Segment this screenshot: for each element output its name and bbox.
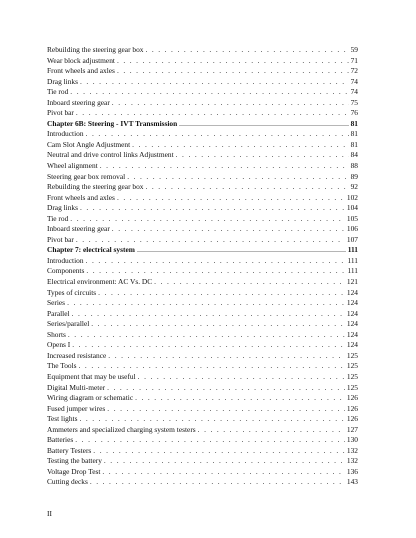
dot-leader [132,140,348,151]
toc-entry[interactable] [47,288,358,299]
toc-entry-page: 121 [346,277,358,287]
dot-leader [68,330,345,341]
dot-leader [86,266,345,277]
toc-entry-page: 84 [350,150,358,160]
toc-entry-title: Wheel alignment [47,161,98,171]
dot-leader [117,66,349,77]
dot-leader [98,288,345,299]
toc-entry[interactable] [47,108,358,119]
toc-entry-page: 107 [346,234,358,244]
toc-entry-title: Introduction [47,255,84,265]
toc-entry[interactable] [47,393,358,404]
dot-leader [154,277,345,288]
toc-entry-title: Batteries [47,435,74,445]
dot-leader [112,98,349,109]
toc-entry-title: Electrical environment: AC Vs. DC [47,277,153,287]
toc-entry-page: 72 [350,66,358,76]
toc-entry-page: 124 [346,308,358,318]
dot-leader [137,246,346,256]
toc-entry-page: 124 [346,287,358,297]
dot-leader [86,129,349,140]
toc-entry-page: 111 [347,266,358,276]
dot-leader [75,435,345,446]
toc-entry-title: Drag links [47,203,78,213]
toc-entry-title: Steering gear box removal [47,171,126,181]
toc-entry[interactable] [47,98,358,109]
toc-entry-title: Front wheels and axles [47,66,115,76]
toc-entry-title: Rebuilding the steering gear box [47,182,144,192]
toc-entry-title: The Tools [47,361,77,371]
toc-entry-title: Inboard steering gear [47,97,110,107]
toc-entry-title: Rebuilding the steering gear box [47,45,144,54]
toc-entry-page: 130 [346,435,358,445]
toc-entry-title: Equipment that may be useful [47,371,136,381]
toc-entry-title: Drag links [47,76,78,86]
toc-entry-title: Fused jumper wires [47,403,106,413]
toc-entry-title: Shorts [47,329,66,339]
dot-leader [108,351,345,362]
toc-entry-page: 76 [350,108,358,118]
dot-leader [112,224,345,235]
toc-entry-title: Components [47,266,85,276]
toc-entry-page: 102 [346,192,358,202]
dot-leader [145,45,348,56]
toc-entry[interactable] [47,56,358,67]
toc-entry[interactable] [47,414,358,425]
toc-entry-page: 136 [346,466,358,476]
toc-entry[interactable] [47,446,358,457]
dot-leader [76,108,349,119]
toc-entry[interactable] [47,203,358,214]
toc-entry-page: 71 [350,55,358,65]
toc-entry-page: 124 [346,329,358,339]
toc-entry-page: 74 [350,87,358,97]
toc-entry-title: Opens I [47,340,71,350]
toc-entry[interactable] [47,161,358,172]
toc-entry-title: Inboard steering gear [47,224,110,234]
toc-entry-page: 125 [346,382,358,392]
toc-entry[interactable] [47,477,358,488]
dot-leader [117,56,349,67]
toc-entry[interactable] [47,330,358,341]
toc-entry-page: 105 [346,213,358,223]
dot-leader [91,319,345,330]
toc-entry[interactable] [47,150,358,161]
dot-leader [127,172,348,183]
toc-entry[interactable] [47,235,358,246]
toc-entry-page: 111 [347,255,358,265]
toc-entry-page: 88 [350,161,358,171]
toc-entry-title: Testing the battery [47,456,102,466]
toc-entry[interactable] [47,404,358,415]
toc-entry-title: Neutral and drive control links Adjustment [47,150,174,160]
table-of-contents [47,45,358,488]
toc-entry[interactable] [47,456,358,467]
dot-leader [107,404,345,415]
dot-leader [117,193,345,204]
toc-entry-page: 124 [346,319,358,329]
toc-entry-title: Pivot bar [47,108,74,118]
toc-entry[interactable] [47,298,358,309]
toc-chapter-heading[interactable] [47,245,358,256]
toc-entry[interactable] [47,172,358,183]
toc-entry-page: 124 [346,298,358,308]
toc-entry-page: 81 [350,139,358,149]
dot-leader [138,372,345,383]
toc-entry-title: Introduction [47,129,84,139]
toc-entry[interactable] [47,266,358,277]
toc-entry[interactable] [47,129,358,140]
dot-leader [90,477,345,488]
dot-leader [72,309,345,320]
toc-entry[interactable] [47,425,358,436]
dot-leader [67,298,345,309]
toc-entry[interactable] [47,351,358,362]
toc-entry[interactable] [47,467,358,478]
toc-entry-title: Series [47,298,66,308]
toc-entry-title: Battery Testers [47,445,92,455]
toc-entry-page: 81 [350,118,358,128]
dot-leader [86,256,346,267]
toc-entry-title: Tie rod [47,213,69,223]
toc-entry[interactable] [47,340,358,351]
toc-entry-title: Chapter 6B: Steering - IVT Transmission [47,118,178,128]
toc-entry-page: 104 [346,203,358,213]
toc-entry[interactable] [47,277,358,288]
toc-entry[interactable] [47,224,358,235]
dot-leader [79,361,345,372]
dot-leader [79,414,344,425]
dot-leader [145,182,348,193]
toc-entry-page: 59 [350,45,358,54]
toc-entry-title: Pivot bar [47,234,74,244]
dot-leader [135,393,345,404]
dot-leader [93,446,345,457]
dot-leader [104,456,345,467]
toc-entry-page: 92 [350,182,358,192]
dot-leader [80,203,345,214]
dot-leader [70,214,345,225]
toc-entry[interactable] [47,45,358,56]
toc-entry-title: Digital Multi-meter [47,382,106,392]
toc-entry-title: Increased resistance [47,350,107,360]
dot-leader [102,467,345,478]
toc-entry-title: Front wheels and axles [47,192,115,202]
toc-entry[interactable] [47,383,358,394]
toc-entry[interactable] [47,372,358,383]
dot-leader [72,340,345,351]
toc-entry-title: Parallel [47,308,70,318]
dot-leader [198,425,345,436]
toc-entry[interactable] [47,319,358,330]
toc-entry-title: Test lights [47,414,78,424]
toc-entry-page: 125 [346,361,358,371]
dot-leader [80,77,349,88]
toc-entry[interactable] [47,309,358,320]
toc-entry-title: Cam Slot Angle Adjustment [47,139,131,149]
dot-leader [76,235,345,246]
toc-entry-page: 81 [350,129,358,139]
toc-entry-page: 126 [346,403,358,413]
toc-entry[interactable] [47,182,358,193]
toc-entry-page: 125 [346,371,358,381]
toc-entry[interactable] [47,435,358,446]
toc-entry-title: Wear block adjustment [47,55,115,65]
toc-entry-page: 143 [346,477,358,487]
toc-entry-title: Series/parallel [47,319,90,329]
toc-entry[interactable] [47,214,358,225]
toc-entry-page: 111 [347,245,358,255]
toc-entry-page: 126 [346,414,358,424]
toc-entry-title: Cutting decks [47,477,88,487]
toc-entry-title: Chapter 7: electrical system [47,245,135,255]
toc-entry[interactable] [47,77,358,88]
dot-leader [70,87,348,98]
toc-entry-page: 127 [346,424,358,434]
dot-leader [107,383,345,394]
dot-leader [176,150,349,161]
toc-entry-page: 89 [350,171,358,181]
toc-entry-page: 124 [346,340,358,350]
dot-leader [100,161,349,172]
toc-entry[interactable] [47,87,358,98]
toc-entry-page: 132 [346,445,358,455]
dot-leader [179,120,348,130]
toc-entry-title: Types of circuits [47,287,97,297]
toc-entry-page: 125 [346,350,358,360]
toc-entry[interactable] [47,140,358,151]
toc-entry-title: Ammeters and specialized charging system testers [47,424,196,434]
toc-entry-page: 132 [346,456,358,466]
toc-entry-title: Tie rod [47,87,69,97]
toc-entry-page: 74 [350,76,358,86]
toc-entry[interactable] [47,361,358,372]
page-number: II [47,509,52,518]
toc-entry[interactable] [47,66,358,77]
toc-entry[interactable] [47,256,358,267]
toc-chapter-heading[interactable] [47,119,358,130]
toc-entry-title: Wiring diagram or schematic [47,393,134,403]
toc-entry-title: Voltage Drop Test [47,466,101,476]
toc-entry-page: 75 [350,97,358,107]
toc-entry-page: 126 [346,393,358,403]
toc-entry[interactable] [47,193,358,204]
toc-entry-page: 106 [346,224,358,234]
